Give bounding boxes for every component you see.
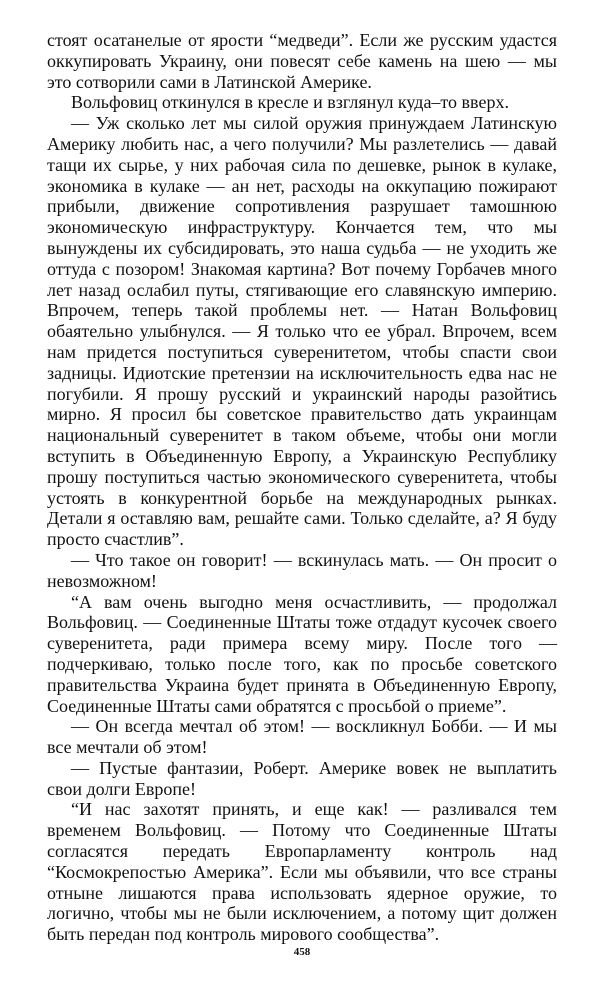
paragraph-1: стоят осатанелые от ярости “медведи”. Если же русским удастся оккупировать Украину, они повесят себе камень на шею — мы это сотворили сами в Латинской Америке. [47,30,557,92]
paragraph-4: — Что такое он говорит! — вскинулась мать. — Он просит о невозможном! [47,549,557,591]
paragraph-2: Вольфовиц откинулся в кресле и взглянул куда–то вверх. [71,92,509,113]
paragraph-6: — Он всегда мечтал об этом! — воскликнул Бобби. — И мы все мечтали об этом! [47,716,557,758]
paragraph-7: — Пустые фантазии, Роберт. Америке вовек не выплатить свои долги Европе! [47,757,557,799]
page-number: 458 [293,946,311,958]
paragraph-3: — Уж сколько лет мы силой оружия принуждаем Латинскую Америку любить нас, а чего получили? Мы разлетелись — давай тащи их сырье, у них рабочая сила по дешевке, рынок в кулаке, экономика в кулаке — ан нет, расходы на оккупацию пожирают прибыли, движение сопротивления разрушает тамошнюю экономическую инфраструктуру. Кончается тем, что мы вынуждены их субсидировать, это наша судьба — не уходить же оттуда с позором! Знакомая картина? Вот почему Горбачев много лет назад ослабил путы, стягивающие его славянскую империю. Впрочем, теперь такой проблемы нет. — Натан Вольфовиц обаятельно улыбнулся. — Я только что ее убрал. Впрочем, всем нам придется поступиться суверенитетом, чтобы спасти свои задницы. Идиотские претензии на исключительность едва нас не погубили. Я прошу русский и украинский народы разойтись мирно. Я просил бы советское правительство дать украинцам национальный суверенитет в таком объеме, чтобы они могли вступить в Объединенную Европу, а Украинскую Республику прошу поступиться частью экономического суверенитета, чтобы устоять в конкурентной борьбе на международных рынках. Детали я оставляю вам, решайте сами. Только сделайте, а? Я буду просто счастлив”. [47,113,557,550]
book-page [47,30,557,970]
paragraph-5: “А вам очень выгодно меня осчастливить, — продолжал Вольфовиц. — Соединенные Штаты тоже отдадут кусочек своего суверенитета, ради примера всему миру. После того — подчеркиваю, только после того, как по просьбе советского правительства Украина будет принята в Объединенную Европу, Соединенные Штаты сами обратятся с просьбой о приеме”. [47,591,557,716]
paragraph-8: “И нас захотят принять, и еще как! — разливался тем временем Вольфовиц. — Потому что Соединенные Штаты согласятся передать Европарламенту контроль над “Космокрепостью Америка”. Если мы объявили, что все страны отныне лишаются права использовать ядерное оружие, то логично, чтобы мы не были исключением, а потому щит должен быть передан под контроль мирового сообщества”. [47,799,557,945]
